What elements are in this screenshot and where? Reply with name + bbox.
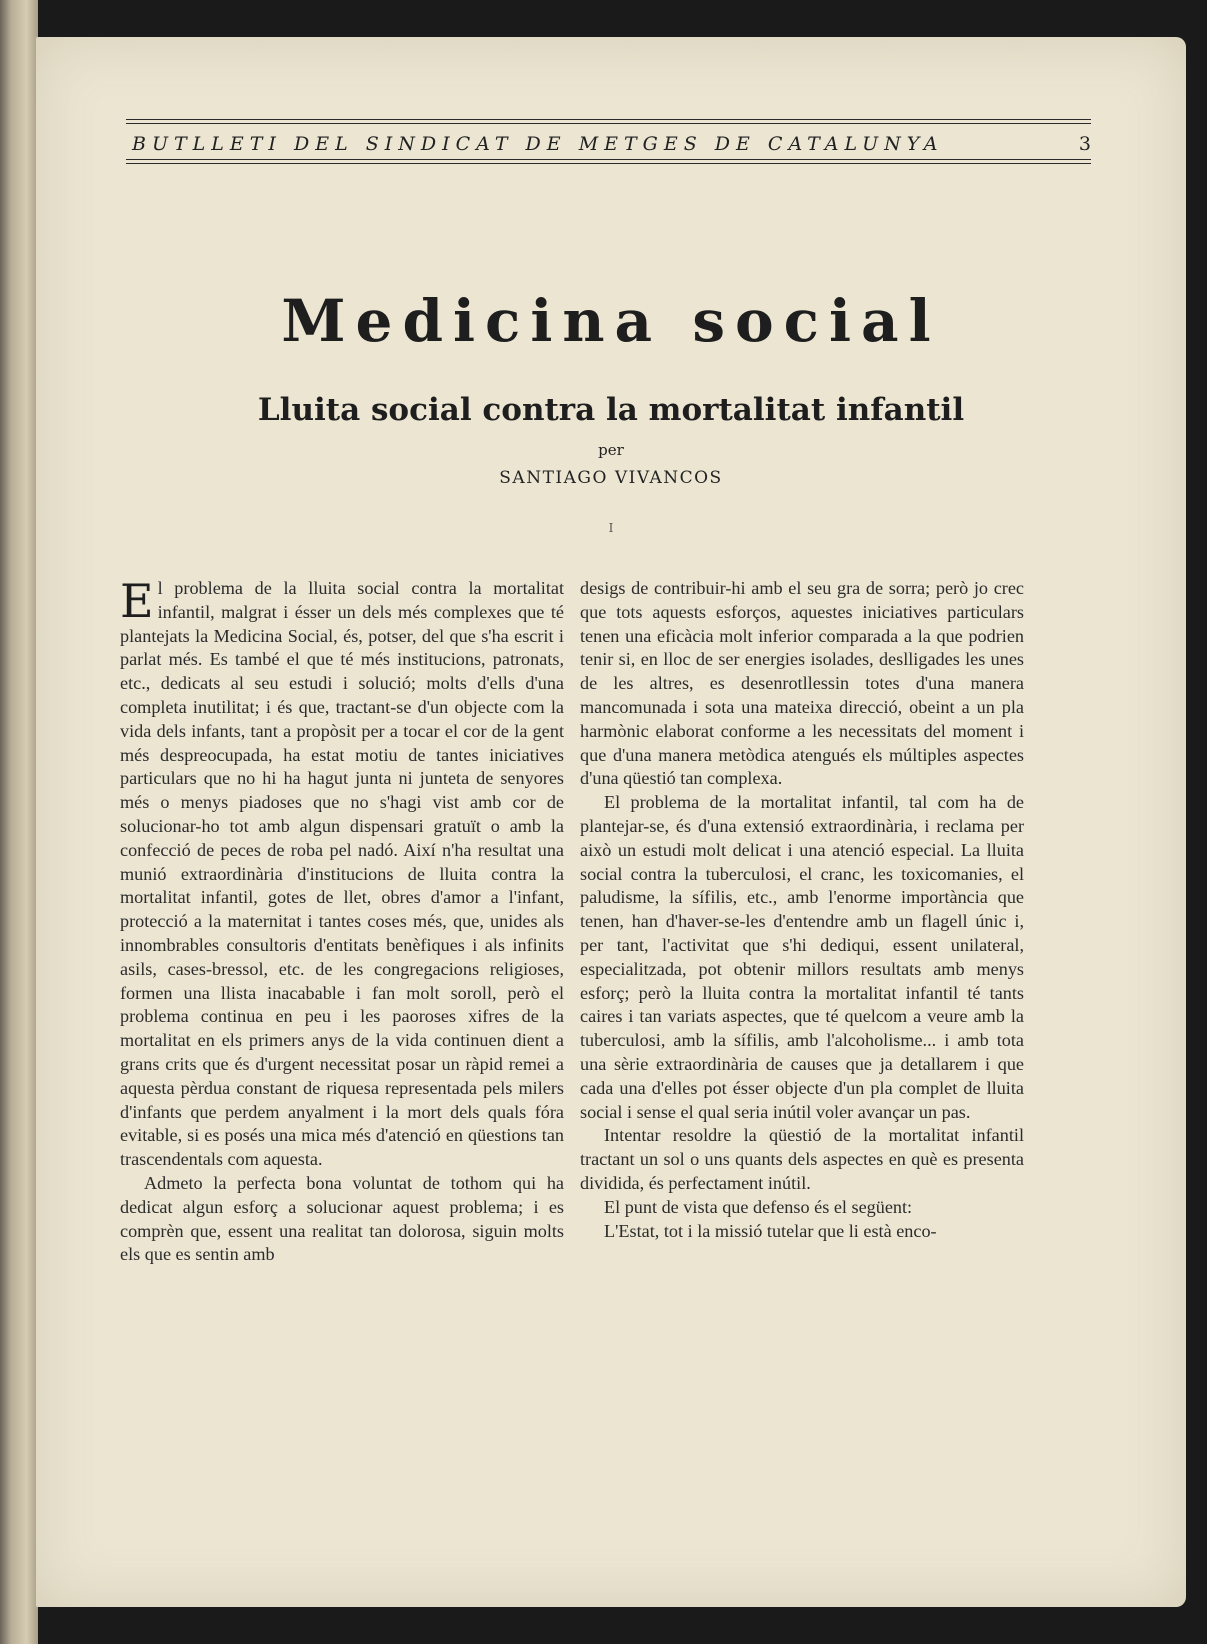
- paragraph: Admeto la perfecta bona voluntat de tothom qui ha dedicat algun esforç a solucionar aquest problema; i es comprèn que, essent una realitat tan dolorosa, siguin molts els que es sentin amb: [120, 1172, 564, 1265]
- paragraph: Intentar resoldre la qüestió de la mortalitat infantil tractant un sol o uns quants dels aspectes en què es presenta dividida, és perfectament inútil.: [580, 1125, 1024, 1193]
- header-rule-top-inner: [126, 123, 1091, 124]
- paragraph: El punt de vista que defenso és el següent:: [604, 1196, 913, 1217]
- section-title: Medicina social: [281, 287, 941, 355]
- header-rule-top: [126, 119, 1091, 120]
- book-spine: [0, 0, 38, 1644]
- text-column-left: [120, 574, 564, 1267]
- journal-title: BUTLLETI DEL SINDICAT DE METGES DE CATALUNYA: [132, 133, 944, 155]
- drop-cap: E: [120, 574, 154, 628]
- header-rule-bottom-inner: [126, 163, 1091, 164]
- byline-prefix: per: [598, 441, 624, 459]
- author-name: SANTIAGO VIVANCOS: [499, 468, 723, 488]
- text-column-right: [580, 577, 1024, 1243]
- document-page: [36, 37, 1186, 1607]
- header-rule-bottom: [126, 159, 1091, 160]
- running-header: [126, 129, 1091, 159]
- section-numeral: I: [608, 521, 614, 535]
- paragraph: desigs de contribuir-hi amb el seu gra de sorra; però jo crec que tots aquests esforços, aquestes iniciatives particulars tenen una eficàcia molt inferior comparada a la que podrien tenir si, en lloc de ser energies isolades, deslligades les unes de les altres, es desenrotllessin totes d'una manera mancomunada i sota una mateixa direcció, obeint a un pla harmònic elaborat conforme a les necessitats del moment i que d'una manera metòdica atengués els múltiples aspectes d'una qüestió tan complexa.: [580, 578, 1024, 789]
- article-title: Lluita social contra la mortalitat infantil: [257, 392, 965, 428]
- page-number: 3: [1078, 133, 1091, 155]
- paragraph: El problema de la mortalitat infantil, tal com ha de plantejar-se, és d'una extensió extraordinària, i reclama per això un estudi molt delicat i una atenció especial. La lluita social contra la tuberculosi, el cranc, les toxicomanies, el paludisme, la sífilis, etc., amb l'enorme importància que tenen, han d'haver-se-les d'entendre amb un flagell únic i, per tant, l'activitat que s'hi dediqui, essent unilateral, especialitzada, pot obtenir millors resultats amb menys esforç; però la lluita contra la mortalitat infantil té tants caires i tan variats aspectes, que té quelcom a veure amb la tuberculosi, amb la sífilis, amb l'alcoholisme... i amb tota una sèrie extraordinària de causes que ja detallarem i que cada una d'elles pot ésser objecte d'un pla complet de lluita social i sense el qual seria inútil voler avançar un pas.: [580, 792, 1024, 1122]
- paragraph-text: l problema de la lluita social contra la mortalitat infantil, malgrat i ésser un dels més complexes que té plantejats la Medicina Social, és, potser, del que s'ha escrit i parlat més. Es també el que té més institucions, patronats, etc., dedicats al seu estudi i solució; molts d'ells d'una completa inutilitat; i és que, tractant-se d'un objecte com la vida dels infants, tant a propòsit per a tocar el cor de la gent més despreocupada, ha estat motiu de tantes iniciatives particulars que no hi ha hagut junta ni junteta de senyores més o menys piadoses que no s'hagi vist amb cor de solucionar-ho tot amb algun dispensari gratuït o amb la confecció de peces de roba pel nadó. Així n'ha resultat una munió extraordinària d'institucions de lluita contra la mortalitat infantil, gotes de llet, obres d'amor a l'infant, protecció a la maternitat i tantes coses més, que, unides als innombrables consultoris d'entitats benèfiques i als infinits asils, cases-bressol, etc. de les congregacions religioses, formen una llista inacabable i fan molt soroll, però el problema continua en peu i les paoroses xifres de la mortalitat en els primers anys de la vida continuen dient a grans crits que és d'urgent necessitat posar un ràpid remei a aquesta pèrdua constant de riquesa representada pels milers d'infants que perdem anyalment i la mort dels quals fóra evitable, si es posés una mica més d'atenció en qüestions tan trascendentals com aquesta.: [120, 578, 564, 1170]
- paragraph: L'Estat, tot i la missió tutelar que li està enco-: [604, 1220, 937, 1241]
- paragraph: [120, 574, 564, 1172]
